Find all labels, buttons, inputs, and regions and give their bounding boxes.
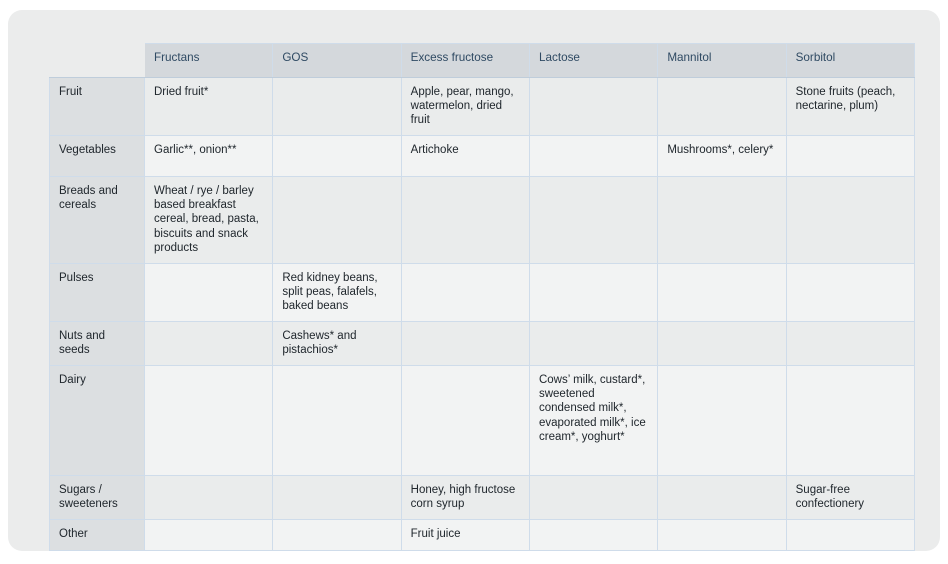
cell-excess_fructose: Artichoke	[401, 136, 529, 177]
row-category-cell: Other	[50, 520, 145, 550]
cell-fructans	[145, 322, 273, 366]
column-header-lactose: Lactose	[529, 44, 657, 78]
cell-lactose	[529, 136, 657, 177]
cell-sorbitol	[786, 322, 914, 366]
cell-sorbitol: Sugar-free confectionery	[786, 476, 914, 520]
cell-excess_fructose	[401, 366, 529, 476]
row-category-cell: Pulses	[50, 263, 145, 321]
column-header-mannitol: Mannitol	[658, 44, 786, 78]
row-category-cell: Breads and cereals	[50, 177, 145, 263]
cell-mannitol	[658, 322, 786, 366]
cell-lactose	[529, 476, 657, 520]
cell-gos	[273, 177, 401, 263]
header-row	[50, 44, 915, 78]
cell-fructans: Dried fruit*	[145, 78, 273, 136]
fodmap-food-table	[49, 43, 915, 551]
cell-mannitol	[658, 263, 786, 321]
cell-gos	[273, 366, 401, 476]
row-category-cell: Fruit	[50, 78, 145, 136]
column-header-excess-fructose: Excess fructose	[401, 44, 529, 78]
cell-sorbitol	[786, 136, 914, 177]
cell-excess_fructose	[401, 263, 529, 321]
table-corner-cell	[50, 44, 145, 78]
cell-excess_fructose	[401, 322, 529, 366]
cell-mannitol	[658, 78, 786, 136]
column-header-fructans: Fructans	[145, 44, 273, 78]
cell-excess_fructose	[401, 177, 529, 263]
cell-excess_fructose: Fruit juice	[401, 520, 529, 550]
table-row	[50, 78, 915, 136]
cell-excess_fructose: Apple, pear, mango, watermelon, dried fruit	[401, 78, 529, 136]
column-header-gos: GOS	[273, 44, 401, 78]
cell-sorbitol	[786, 177, 914, 263]
table-body	[50, 78, 915, 551]
row-category-cell: Dairy	[50, 366, 145, 476]
fodmap-table-container	[49, 43, 914, 551]
column-header-sorbitol: Sorbitol	[786, 44, 914, 78]
cell-gos	[273, 78, 401, 136]
table-row	[50, 366, 915, 476]
table-row	[50, 476, 915, 520]
cell-lactose: Cows’ milk, custard*, sweetened condensed milk*, evaporated milk*, ice cream*, yoghurt*	[529, 366, 657, 476]
table-row	[50, 520, 915, 550]
cell-mannitol	[658, 366, 786, 476]
cell-gos: Cashews* and pistachios*	[273, 322, 401, 366]
cell-gos: Red kidney beans, split peas, falafels, baked beans	[273, 263, 401, 321]
cell-sorbitol	[786, 366, 914, 476]
table-row	[50, 322, 915, 366]
cell-fructans	[145, 366, 273, 476]
cell-fructans	[145, 263, 273, 321]
cell-sorbitol	[786, 520, 914, 550]
cell-gos	[273, 520, 401, 550]
table-row	[50, 136, 915, 177]
table-row	[50, 263, 915, 321]
content-panel	[8, 10, 940, 551]
cell-lactose	[529, 520, 657, 550]
table-header	[50, 44, 915, 78]
cell-fructans: Garlic**, onion**	[145, 136, 273, 177]
cell-lactose	[529, 177, 657, 263]
cell-lactose	[529, 78, 657, 136]
row-category-cell: Nuts and seeds	[50, 322, 145, 366]
cell-lactose	[529, 263, 657, 321]
cell-fructans: Wheat / rye / barley based breakfast cereal, bread, pasta, biscuits and snack products	[145, 177, 273, 263]
cell-mannitol	[658, 476, 786, 520]
cell-gos	[273, 136, 401, 177]
table-row	[50, 177, 915, 263]
cell-mannitol: Mushrooms*, celery*	[658, 136, 786, 177]
cell-lactose	[529, 322, 657, 366]
cell-sorbitol	[786, 263, 914, 321]
cell-gos	[273, 476, 401, 520]
cell-mannitol	[658, 177, 786, 263]
cell-fructans	[145, 520, 273, 550]
cell-excess_fructose: Honey, high fructose corn syrup	[401, 476, 529, 520]
cell-mannitol	[658, 520, 786, 550]
cell-fructans	[145, 476, 273, 520]
row-category-cell: Sugars / sweeteners	[50, 476, 145, 520]
row-category-cell: Vegetables	[50, 136, 145, 177]
cell-sorbitol: Stone fruits (peach, nectarine, plum)	[786, 78, 914, 136]
